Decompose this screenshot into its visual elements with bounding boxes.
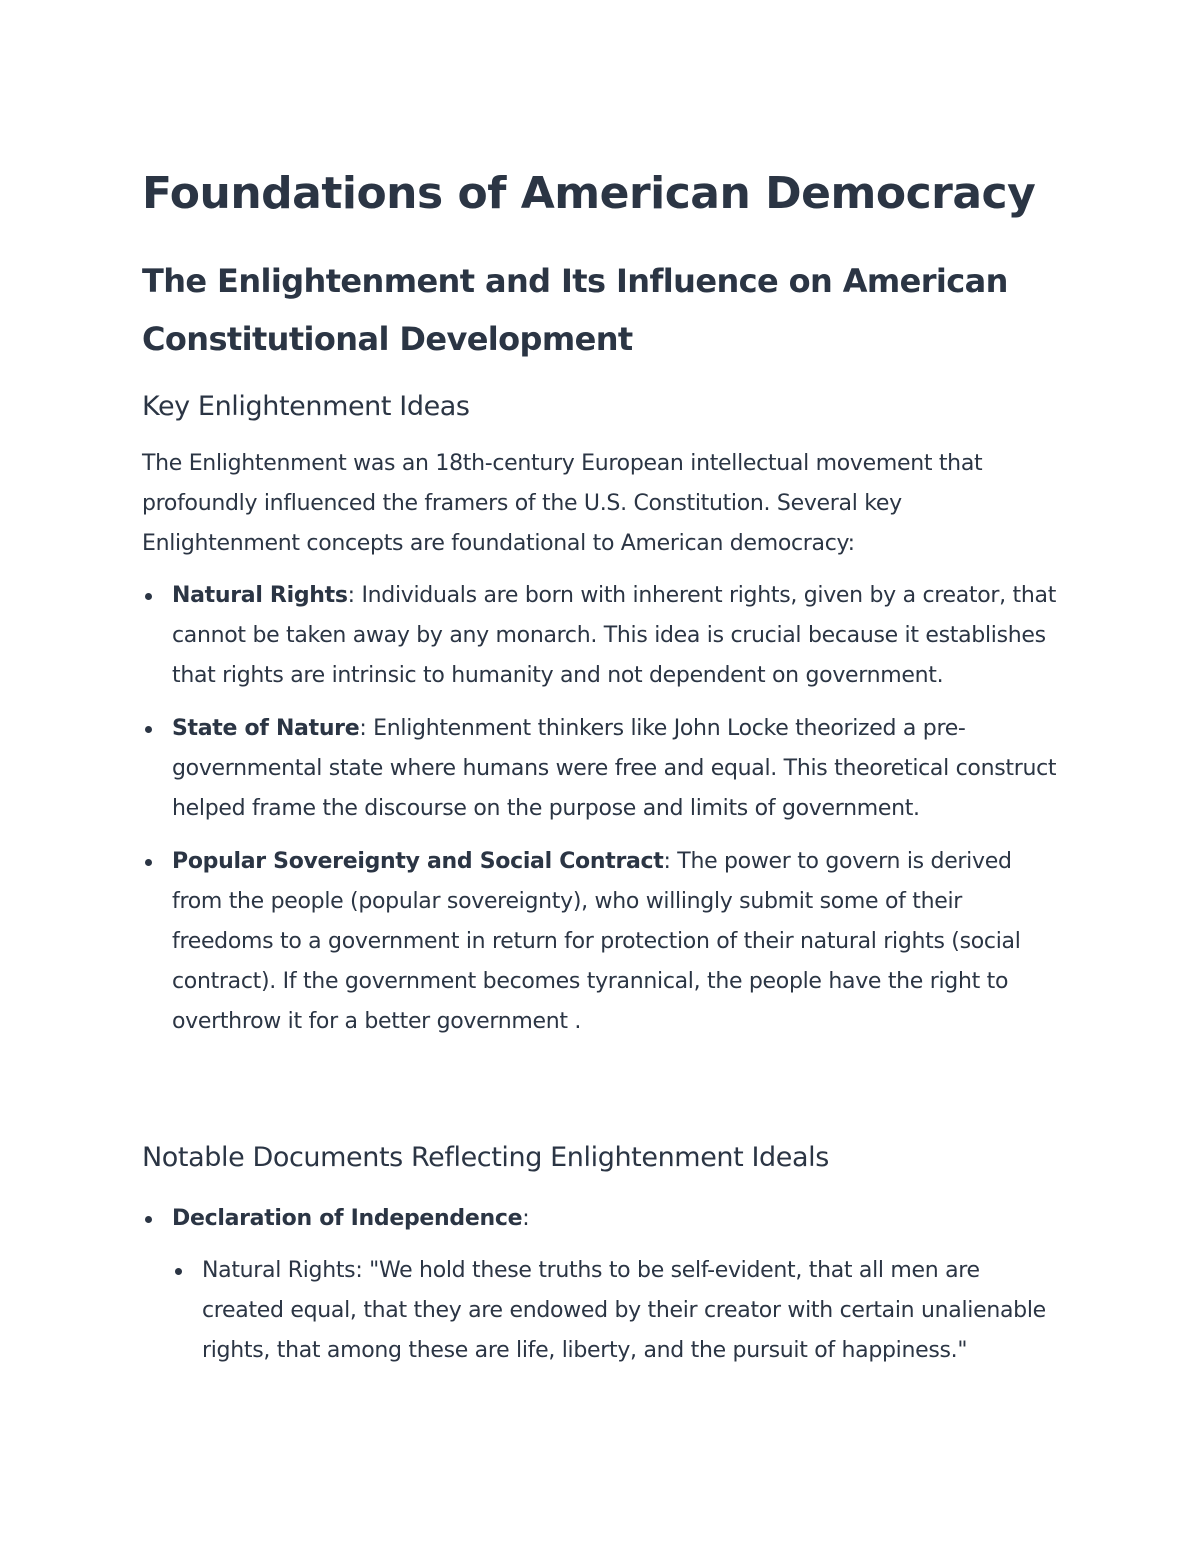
- list-item-state-of-nature: [142, 709, 1062, 829]
- list-item-text: : Individuals are born with inherent rights, given by a creator, that cannot be taken away by any monarch. This idea is crucial because it establishes that rights are intrinsic to humanity and not dependent on government.: [172, 583, 1057, 688]
- section-heading-key-ideas: Key Enlightenment Ideas: [142, 391, 470, 422]
- declaration-sublist: [172, 1251, 1062, 1371]
- section-intro-paragraph: The Enlightenment was an 18th-century European intellectual movement that profoundly influenced the framers of the U.S. Constitution. Several key Enlightenment concepts are foundational to American democracy:: [142, 451, 983, 556]
- list-item-popular-sovereignty: [142, 842, 1062, 1042]
- list-item-text: : The power to govern is derived from the people (popular sovereignty), who willingly submit some of their freedoms to a government in return for protection of their natural rights (social contract). If the government becomes tyrannical, the people have the right to overthrow it for a better government .: [172, 849, 1021, 1034]
- key-ideas-list: [142, 576, 1062, 1055]
- sublist-item-natural-rights-quote: Natural Rights: "We hold these truths to be self-evident, that all men are created equal, that they are endowed by their creator with certain unalienable rights, that among these are life, liberty, and the pursuit of happiness.": [172, 1251, 1062, 1371]
- list-item-term: Declaration of Independence: [172, 1206, 523, 1231]
- list-item-term: State of Nature: [172, 716, 360, 741]
- list-item-term: Popular Sovereignty and Social Contract: [172, 849, 664, 874]
- section-heading-notable-documents: Notable Documents Reflecting Enlightenment Ideals: [142, 1142, 829, 1173]
- document-title: Foundations of American Democracy: [142, 168, 1036, 219]
- list-item-declaration: [142, 1199, 1062, 1371]
- list-item-text: : Enlightenment thinkers like John Locke theorized a pre-governmental state where humans were free and equal. This theoretical construct helped frame the discourse on the purpose and limits of government.: [172, 716, 1057, 821]
- list-item-natural-rights: [142, 576, 1062, 696]
- document-subtitle: The Enlightenment and Its Influence on American Constitutional Development: [142, 262, 1008, 358]
- list-item-term: Natural Rights: [172, 583, 348, 608]
- list-item-text: :: [522, 1206, 530, 1231]
- notable-documents-list: [142, 1199, 1062, 1384]
